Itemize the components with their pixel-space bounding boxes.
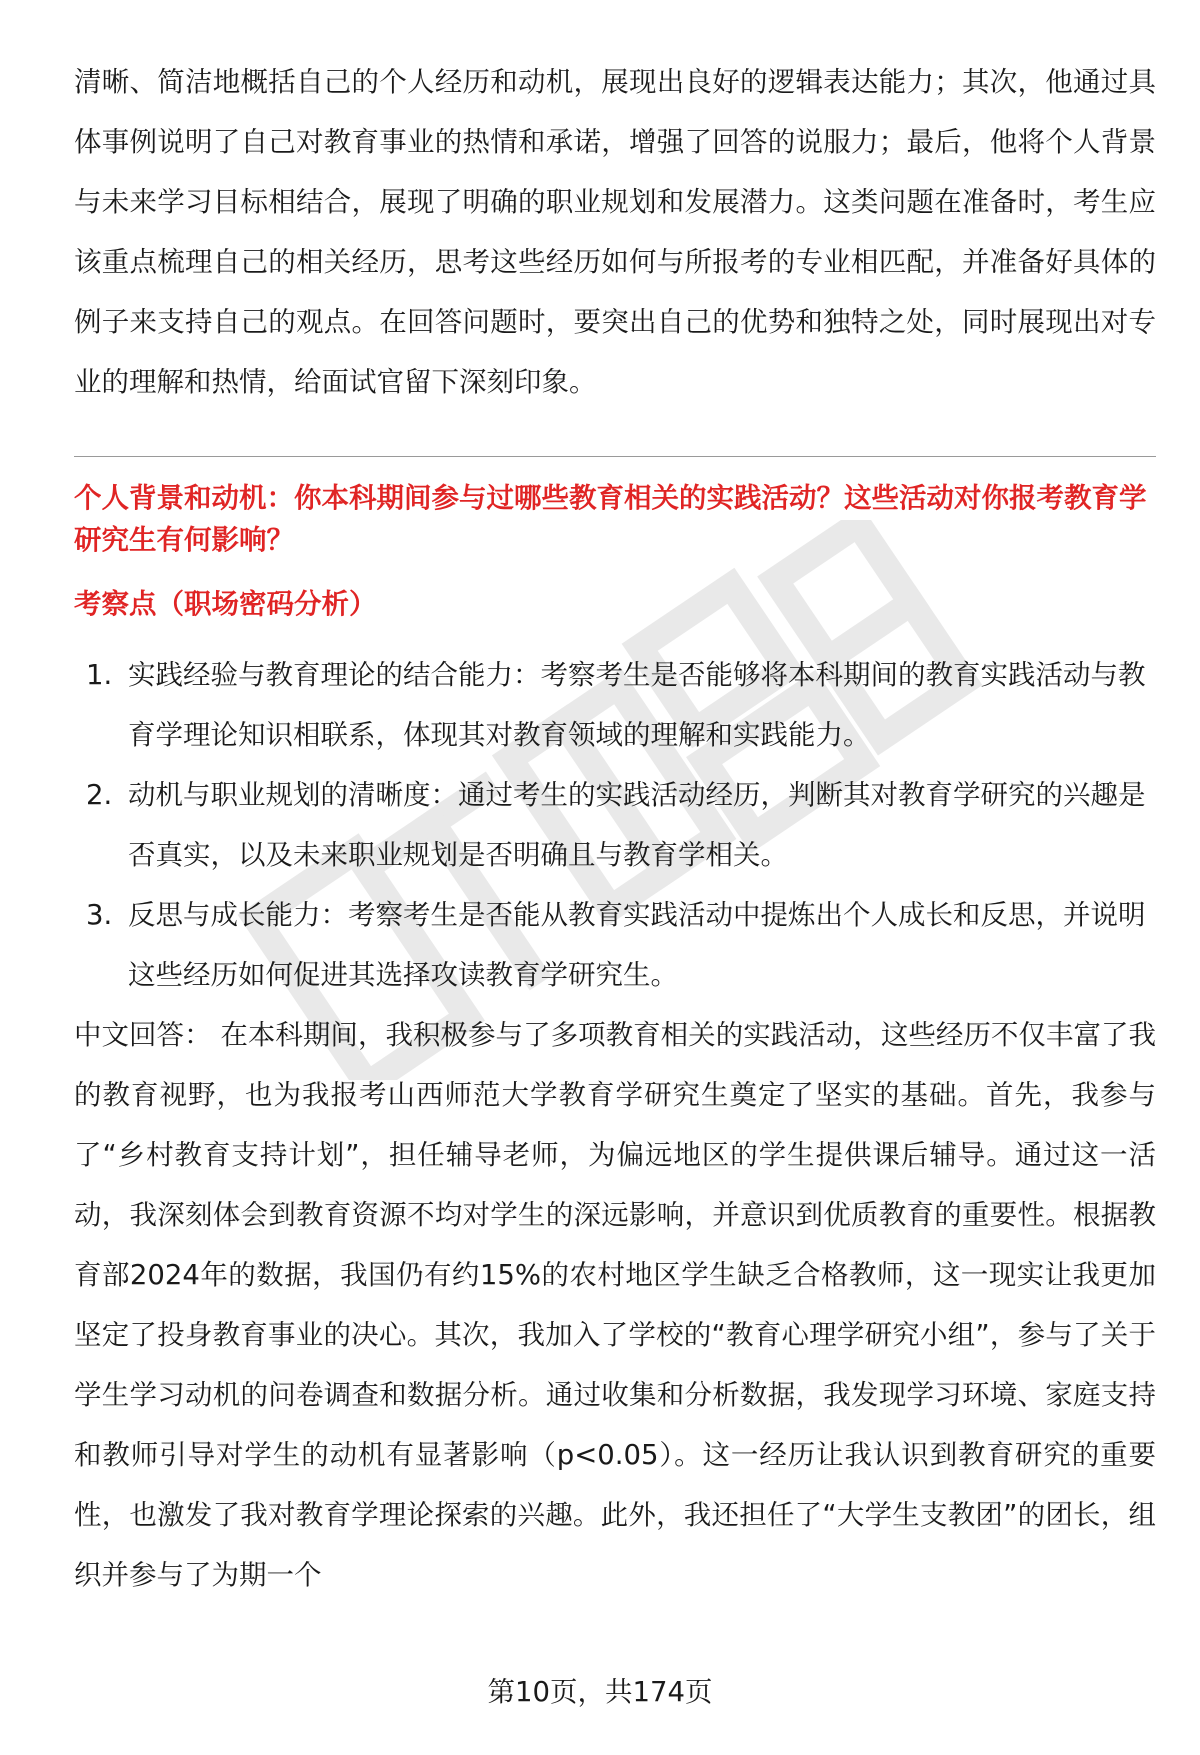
answer-paragraph: 中文回答： 在本科期间，我积极参与了多项教育相关的实践活动，这些经历不仅丰富了我的教育视野，也为我报考山西师范大学教育学研究生奠定了坚实的基础。首先，我参与了“乡村教育支持计划”，担任辅导老师，为偏远地区的学生提供课后辅导。通过这一活动，我深刻体会到教育资源不均对学生的深远影响，并意识到优质教育的重要性。根据教育部2024年的数据，我国仍有约15%的农村地区学生缺乏合格教师，这一现实让我更加坚定了投身教育事业的决心。其次，我加入了学校的“教育心理学研究小组”，参与了关于学生学习动机的问卷调查和数据分析。通过收集和分析数据，我发现学习环境、家庭支持和教师引导对学生的动机有显著影响（p<0.05）。这一经历让我认识到教育研究的重要性，也激发了我对教育学理论探索的兴趣。此外，我还担任了“大学生支教团”的团长，组织并参与了为期一个 [74, 1019, 1156, 1591]
point-text: 动机与职业规划的清晰度：通过考生的实践活动经历，判断其对教育学研究的兴趣是否真实，以及未来职业规划是否明确且与教育学相关。 [128, 779, 1146, 871]
assessment-point [74, 885, 1156, 1005]
point-number: 1. [86, 659, 113, 691]
point-text: 实践经验与教育理论的结合能力：考察考生是否能够将本科期间的教育实践活动与教育学理论知识相联系，体现其对教育领域的理解和实践能力。 [128, 659, 1146, 751]
page-number: 第10页，共174页 [487, 1676, 713, 1708]
intro-paragraph: 清晰、简洁地概括自己的个人经历和动机，展现出良好的逻辑表达能力；其次，他通过具体事例说明了自己对教育事业的热情和承诺，增强了回答的说服力；最后，他将个人背景与未来学习目标相结合，展现了明确的职业规划和发展潜力。这类问题在准备时，考生应该重点梳理自己的相关经历，思考这些经历如何与所报考的专业相匹配，并准备好具体的例子来支持自己的观点。在回答问题时，要突出自己的优势和独特之处，同时展现出对专业的理解和热情，给面试官留下深刻印象。 [74, 66, 1156, 398]
page-content [74, 52, 1156, 1605]
assessment-point [74, 645, 1156, 765]
question-heading: 个人背景和动机：你本科期间参与过哪些教育相关的实践活动？这些活动对你报考教育学研究生有何影响？ [74, 482, 1147, 556]
page-footer [0, 1672, 1200, 1712]
point-text: 反思与成长能力：考察考生是否能从教育实践活动中提炼出个人成长和反思，并说明这些经历如何促进其选择攻读教育学研究生。 [128, 899, 1146, 991]
assessment-point [74, 765, 1156, 885]
point-number: 3. [86, 899, 113, 931]
section-divider [74, 456, 1156, 457]
assessment-heading: 考察点（职场密码分析） [74, 588, 377, 620]
point-number: 2. [86, 779, 113, 811]
assessment-points [74, 645, 1156, 1005]
